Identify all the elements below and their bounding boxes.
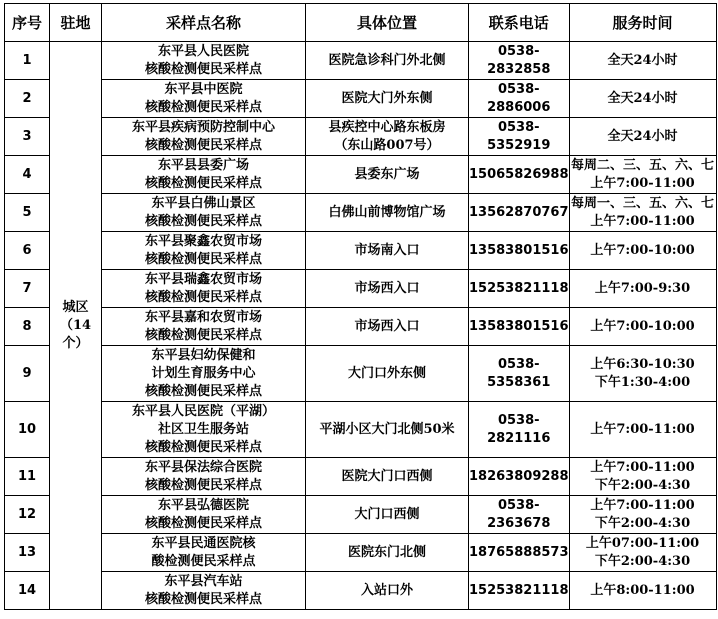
- cell-seq: 1: [5, 42, 50, 80]
- cell-hours-line: 全天24小时: [607, 90, 678, 106]
- cell-name: [102, 458, 306, 496]
- cell-name-line: 核酸检测便民采样点: [144, 439, 262, 455]
- cell-name-line: 东平县人民医院: [157, 43, 249, 59]
- cell-name: [102, 270, 306, 308]
- header-location: 具体位置: [306, 4, 469, 42]
- cell-name-line: 东平县妇幼保健和: [151, 347, 256, 363]
- cell-seq: 11: [5, 458, 50, 496]
- cell-seq: 13: [5, 534, 50, 572]
- cell-seq: 14: [5, 572, 50, 610]
- cell-hours: [569, 402, 716, 458]
- cell-phone: 13583801516: [469, 232, 570, 270]
- cell-hours-line: 全天24小时: [607, 128, 678, 144]
- header-district: 驻地: [50, 4, 102, 42]
- cell-name-line: 核酸检测便民采样点: [144, 327, 262, 343]
- cell-location: [306, 346, 469, 402]
- cell-hours-line: 上午7:00-11:00: [590, 459, 695, 475]
- cell-name-line: 核酸检测便民采样点: [144, 289, 262, 305]
- cell-location-line: 平湖小区大门北侧50米: [319, 421, 455, 437]
- cell-location-line: 大门口西侧: [354, 506, 420, 522]
- cell-phone: 15253821118: [469, 572, 570, 610]
- cell-district: [50, 42, 102, 610]
- cell-name-line: 东平县民通医院核: [151, 535, 256, 551]
- cell-hours-line: 上午7:00-10:00: [590, 242, 695, 258]
- cell-location-line: 市场西入口: [354, 280, 420, 296]
- cell-name: [102, 402, 306, 458]
- table-row: [5, 42, 717, 80]
- cell-seq: 6: [5, 232, 50, 270]
- cell-location: [306, 270, 469, 308]
- cell-phone: 18263809288: [469, 458, 570, 496]
- cell-name: [102, 308, 306, 346]
- cell-location: [306, 194, 469, 232]
- cell-location: [306, 308, 469, 346]
- cell-name-line: 核酸检测便民采样点: [144, 61, 262, 77]
- cell-location-line: 医院急诊科门外北侧: [328, 52, 446, 68]
- cell-name-line: 东平县疾病预防控制中心: [131, 119, 275, 135]
- cell-name-line: 核酸检测便民采样点: [144, 137, 262, 153]
- cell-name-line: 东平县嘉和农贸市场: [144, 309, 262, 325]
- cell-hours-line: 上午7:00-11:00: [590, 213, 695, 229]
- table-row: [5, 346, 717, 402]
- cell-location: [306, 458, 469, 496]
- cell-name-line: 核酸检测便民采样点: [144, 99, 262, 115]
- cell-name: [102, 572, 306, 610]
- cell-phone: 13562870767: [469, 194, 570, 232]
- cell-name: [102, 42, 306, 80]
- cell-location-line: 医院大门口西侧: [341, 468, 433, 484]
- cell-hours-line: 全天24小时: [607, 52, 678, 68]
- table-row: [5, 80, 717, 118]
- cell-hours: [569, 458, 716, 496]
- cell-location-line: 县疾控中心路东板房: [328, 119, 446, 135]
- cell-phone: 15065826988: [469, 156, 570, 194]
- cell-seq: 12: [5, 496, 50, 534]
- table-row: [5, 572, 717, 610]
- cell-phone: 0538-2886006: [469, 80, 570, 118]
- cell-name-line: 酸检测便民采样点: [151, 553, 256, 569]
- cell-location-line: 市场西入口: [354, 318, 420, 334]
- cell-name-line: 东平县瑞鑫农贸市场: [144, 271, 262, 287]
- cell-location-line: 白佛山前博物馆广场: [328, 204, 446, 220]
- table-row: [5, 458, 717, 496]
- cell-location: [306, 534, 469, 572]
- cell-hours-line: 每周二、三、五、六、七: [570, 157, 714, 173]
- cell-name: [102, 496, 306, 534]
- table-row: [5, 534, 717, 572]
- cell-name-line: 核酸检测便民采样点: [144, 213, 262, 229]
- cell-name: [102, 118, 306, 156]
- cell-hours-line: 上午7:00-11:00: [590, 175, 695, 191]
- cell-location-line: 医院东门北侧: [347, 544, 426, 560]
- header-name: 采样点名称: [102, 4, 306, 42]
- cell-hours: [569, 534, 716, 572]
- cell-location: [306, 118, 469, 156]
- cell-name-line: 东平县白佛山景区: [151, 195, 256, 211]
- table-row: [5, 308, 717, 346]
- cell-phone: 0538-5358361: [469, 346, 570, 402]
- cell-hours-line: 上午7:00-11:00: [590, 421, 695, 437]
- cell-name-line: 东平县聚鑫农贸市场: [144, 233, 262, 249]
- cell-location: [306, 496, 469, 534]
- cell-hours: [569, 346, 716, 402]
- cell-name-line: 东平县保法综合医院: [144, 459, 262, 475]
- cell-hours-line: 上午7:00-9:30: [594, 280, 691, 296]
- cell-hours-line: 每周一、三、五、六、七: [570, 195, 714, 211]
- cell-hours: [569, 308, 716, 346]
- cell-location: [306, 572, 469, 610]
- cell-hours: [569, 270, 716, 308]
- table-row: [5, 118, 717, 156]
- cell-seq: 2: [5, 80, 50, 118]
- cell-name-line: 核酸检测便民采样点: [144, 477, 262, 493]
- cell-phone: 13583801516: [469, 308, 570, 346]
- cell-name: [102, 156, 306, 194]
- district-label: （14: [59, 317, 92, 333]
- cell-hours: [569, 156, 716, 194]
- cell-seq: 3: [5, 118, 50, 156]
- cell-hours-line: 上午8:00-11:00: [590, 582, 695, 598]
- cell-phone: 0538-5352919: [469, 118, 570, 156]
- cell-hours-line: 下午1:30-4:00: [594, 374, 691, 390]
- cell-location: [306, 42, 469, 80]
- district-label: 城区: [62, 299, 89, 315]
- cell-location: [306, 232, 469, 270]
- cell-name-line: 东平县汽车站: [164, 573, 243, 589]
- cell-location-line: 医院大门外东侧: [341, 90, 433, 106]
- cell-hours: [569, 194, 716, 232]
- table-row: [5, 232, 717, 270]
- cell-seq: 9: [5, 346, 50, 402]
- cell-name-line: 社区卫生服务站: [157, 421, 249, 437]
- table-body: [5, 42, 717, 610]
- table-row: [5, 156, 717, 194]
- cell-name: [102, 346, 306, 402]
- cell-hours-line: 下午2:00-4:30: [594, 477, 691, 493]
- cell-hours-line: 上午7:00-11:00: [590, 497, 695, 513]
- cell-name: [102, 232, 306, 270]
- header-hours: 服务时间: [569, 4, 716, 42]
- cell-location-line: 入站口外: [360, 582, 413, 598]
- cell-location-line: （东山路007号）: [334, 137, 440, 153]
- cell-hours-line: 下午2:00-4:30: [594, 515, 691, 531]
- cell-location-line: 市场南入口: [354, 242, 420, 258]
- cell-seq: 10: [5, 402, 50, 458]
- cell-name-line: 东平县弘德医院: [157, 497, 249, 513]
- cell-phone: 15253821118: [469, 270, 570, 308]
- cell-hours: [569, 42, 716, 80]
- cell-seq: 8: [5, 308, 50, 346]
- cell-name-line: 东平县中医院: [164, 81, 243, 97]
- cell-seq: 7: [5, 270, 50, 308]
- cell-hours: [569, 118, 716, 156]
- cell-name: [102, 194, 306, 232]
- cell-location-line: 大门口外东侧: [347, 365, 426, 381]
- sampling-points-table: [4, 3, 717, 610]
- cell-hours: [569, 496, 716, 534]
- cell-location: [306, 156, 469, 194]
- cell-phone: 0538-2832858: [469, 42, 570, 80]
- cell-hours-line: 下午2:00-4:30: [594, 553, 691, 569]
- table-row: [5, 402, 717, 458]
- cell-seq: 5: [5, 194, 50, 232]
- cell-name-line: 计划生育服务中心: [151, 365, 256, 381]
- header-seq: 序号: [5, 4, 50, 42]
- header-row: [5, 4, 717, 42]
- cell-hours-line: 上午6:30-10:30: [590, 356, 695, 372]
- cell-location: [306, 80, 469, 118]
- cell-name-line: 核酸检测便民采样点: [144, 251, 262, 267]
- cell-phone: 0538-2821116: [469, 402, 570, 458]
- cell-name-line: 核酸检测便民采样点: [144, 591, 262, 607]
- cell-name: [102, 80, 306, 118]
- cell-name-line: 东平县县委广场: [157, 157, 249, 173]
- cell-location: [306, 402, 469, 458]
- cell-phone: 0538-2363678: [469, 496, 570, 534]
- table-row: [5, 270, 717, 308]
- cell-hours-line: 上午07:00-11:00: [585, 535, 700, 551]
- cell-name-line: 核酸检测便民采样点: [144, 515, 262, 531]
- cell-name-line: 东平县人民医院（平湖）: [131, 403, 275, 419]
- cell-hours: [569, 232, 716, 270]
- cell-seq: 4: [5, 156, 50, 194]
- table-row: [5, 194, 717, 232]
- cell-name-line: 核酸检测便民采样点: [144, 383, 262, 399]
- cell-name-line: 核酸检测便民采样点: [144, 175, 262, 191]
- district-label: 个）: [62, 335, 89, 351]
- cell-hours-line: 上午7:00-10:00: [590, 318, 695, 334]
- table-row: [5, 496, 717, 534]
- cell-name: [102, 534, 306, 572]
- cell-hours: [569, 572, 716, 610]
- cell-phone: 18765888573: [469, 534, 570, 572]
- cell-location-line: 县委东广场: [354, 166, 420, 182]
- header-phone: 联系电话: [469, 4, 570, 42]
- cell-hours: [569, 80, 716, 118]
